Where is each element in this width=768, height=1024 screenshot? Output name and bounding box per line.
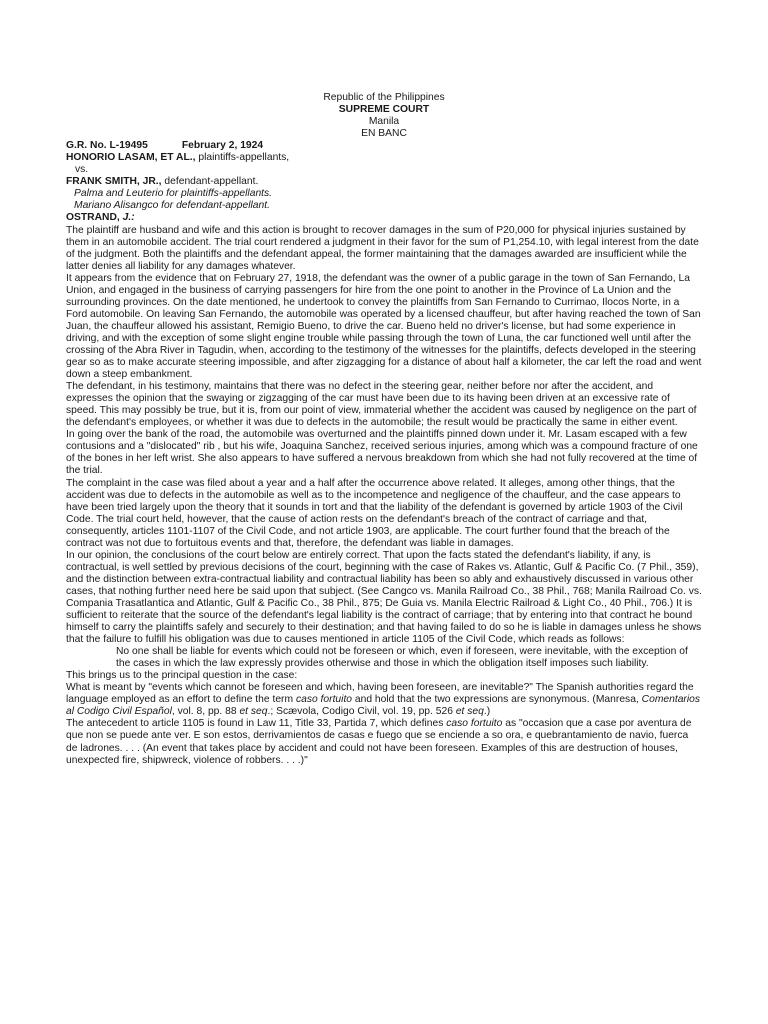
case-number-line: [66, 140, 702, 152]
paragraph-5: The complaint in the case was filed about a year and a half after the occurrence above related. It alleges, among other things, that the accident was due to defects in the automobile as well as to the incompetence and negligence of the chauffeur, and the case appears to have been tried largely upon the theory that it sounds in tort and that the liability of the defendant is governed by article 1903 of the Civil Code. The trial court held, however, that the cause of action rests on the defendant's breach of the contract of carriage and that, consequently, articles 1101-1107 of the Civil Code, and not article 1903, are applicable. The court further found that the breach of the contract was not due to fortuitous events and that, therefore, the defendant was liable in damages.: [66, 477, 683, 549]
paragraph-6: In our opinion, the conclusions of the court below are entirely correct. That upon the facts stated the defendant's liability, if any, is contractual, is well settled by previous decisions of the court, beginning with the case of Rakes vs. Atlantic, Gulf & Pacific Co. (7 Phil., 359), and the distinction between extra-contractual liability and contractual liability has been so ably and exhaustively discussed in various other cases, that nothing further need here be said upon that subject. (See Cangco vs. Manila Railroad Co., 38 Phil., 768; Manila Railroad Co. vs. Compania Trasatlantica and Atlantic, Gulf & Pacific Co., 38 Phil., 875; De Guia vs. Manila Electric Railroad & Light Co., 40 Phil., 706.) It is sufficient to reiterate that the source of the defendant's legal liability is the contract of carriage; that by entering into that contract he bound himself to carry the plaintiffs safely and securely to their destination; and that having failed to do so he is liable in damages unless he shows that the failure to fulfill his obligation was due to causes mentioned in article 1105 of the Civil Code, which reads as follows:: [66, 549, 702, 646]
plaintiff-role: plaintiffs-appellants,: [195, 152, 290, 164]
paragraph-9: [66, 718, 702, 766]
p8-et-seq-2: et seq: [455, 706, 484, 718]
p9-text-a: The antecedent to article 1105 is found in Law 11, Title 33, Partida 7, which defines: [66, 718, 447, 730]
defendant-name: FRANK SMITH, JR.,: [66, 176, 162, 188]
p8-text-e: , vol. 8, pp. 88: [171, 706, 240, 718]
versus: vs.: [75, 164, 89, 176]
justice-line: [66, 212, 702, 224]
paragraph-3: The defendant, in his testimony, maintains that there was no defect in the steering gear, neither before nor after the accident, and expresses the opinion that the swaying or zigzagging of the car must have been due to its having been driven at an excessive rate of speed. This may possibly be true, but it is, from our point of view, immaterial whether the accident was caused by negligence on the part of the defendant's employees, or whether it was due to defects in the automobile; the result would be practically the same in either event.: [66, 381, 697, 429]
court-name: SUPREME COURT: [338, 104, 430, 116]
paragraph-7: This brings us to the principal question in the case:: [66, 670, 298, 682]
article-1105-quote: No one shall be liable for events which could not be foreseen or which, even if foreseen, were inevitable, with the exception of the cases in which the law expressly provides otherwise and those in which the obligation itself imposes such liability.: [116, 646, 688, 670]
paragraph-1: The plaintiff are husband and wife and this action is brought to recover damages in the sum of P20,000 for physical injuries sustained by them in an automobile accident. The trial court rendered a judgment in their favor for the sum of P1,254.10, with legal interest from the date of the judgment. Both the plaintiffs and the defendant appeal, the former maintaining that the damages awarded are insufficient while the latter denies all liability for any damages whatever.: [66, 224, 699, 272]
plaintiffs-line: [66, 152, 702, 164]
counsel-plaintiffs: Palma and Leuterio for plaintiffs-appellants.: [74, 188, 273, 200]
p9-caso-fortuito: caso fortuito: [446, 718, 503, 730]
p9-text-c: as "occasion que a case por aventura de que non se puede ante ver. E son estos, derrivamientos de casas e fuego que se enciende a so ora, e quebrantamiento de navio, fuerca de ladrones. . . . (An event that takes place by accident and could not have been foreseen. Examples of this are destruction of houses, unexpected fire, shipwreck, violence of robbers. . . .)": [66, 718, 692, 766]
gr-number: G.R. No. L-19495: [66, 140, 148, 152]
p8-book-title: Comentarios al Codigo Civil Español: [66, 694, 701, 718]
p8-text-a: What is meant by "events which cannot be foreseen and which, having been foreseen, are inevitable?" The Spanish authorities regard the language employed as an effort to define the term: [66, 682, 694, 706]
p8-caso-fortuito: caso fortuito: [295, 694, 353, 706]
plaintiff-name: HONORIO LASAM, ET AL.,: [66, 152, 196, 164]
justice-suffix: J.:: [122, 212, 135, 224]
document-page: [66, 92, 702, 767]
paragraph-2: It appears from the evidence that on February 27, 1918, the defendant was the owner of a public garage in the town of San Fernando, La Union, and engaged in the business of carrying passengers for hire from the one point to another in the Province of La Union and the surrounding provinces. On the date mentioned, he undertook to convey the plaintiffs from San Fernando to Currimao, Ilocos Norte, in a Ford automobile. On leaving San Fernando, the automobile was operated by a licensed chauffeur, but after having reached the town of San Juan, the chauffeur allowed his assistant, Remigio Bueno, to drive the car. Bueno held no driver's license, but had some experience in driving, and with the exception of some slight engine trouble while passing through the town of Luna, the car functioned well until after the crossing of the Abra River in Tagudin, when, according to the testimony of the witnesses for the plaintiffs, defects developed in the steering gear so as to make accurate steering impossible, and after zigzagging for a distance of about half a kilometer, the car left the road and went down a steep embankment.: [66, 272, 702, 381]
paragraph-8: [66, 682, 702, 718]
defendant-line: [66, 176, 702, 188]
counsel-defendant: Mariano Alisangco for defendant-appellant.: [74, 200, 270, 212]
justice-name: OSTRAND,: [66, 212, 123, 224]
p8-text-c: and hold that the two expressions are synonymous. (Manresa,: [352, 694, 642, 706]
defendant-role: defendant-appellant.: [161, 176, 259, 188]
p8-et-seq-1: et seq: [239, 706, 268, 718]
court-division: EN BANC: [361, 128, 407, 140]
republic-line: Republic of the Philippines: [323, 92, 445, 103]
paragraph-4: In going over the bank of the road, the automobile was overturned and the plaintiffs pinned down under it. Mr. Lasam escaped with a few contusions and a "dislocated" rib , but his wife, Joaquina Sanchez, received serious injuries, among which was a compound fracture of one of the bones in her left wrist. She also appears to have suffered a nervous breakdown from which she had not fully recovered at the time of the trial.: [66, 429, 698, 477]
p8-text-g: .; Scævola, Codigo Civil, vol. 19, pp. 526: [267, 706, 456, 718]
decision-date: February 2, 1924: [181, 140, 264, 152]
p8-text-i: .): [483, 706, 491, 718]
court-city: Manila: [368, 116, 400, 128]
